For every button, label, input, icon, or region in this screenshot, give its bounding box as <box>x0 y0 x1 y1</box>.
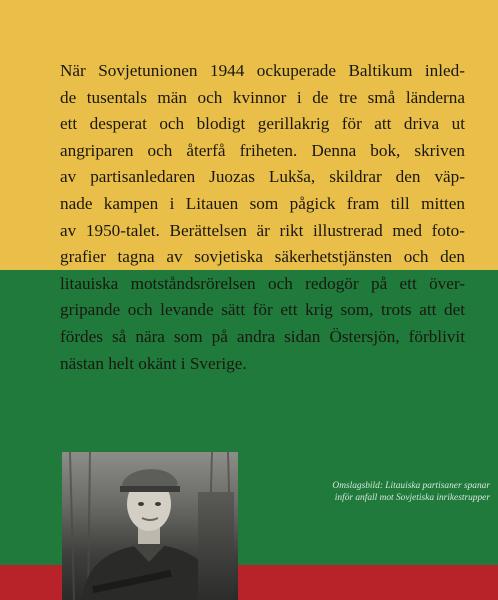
caption-line-1: Omslagsbild: Litauiska partisaner spanar <box>332 481 490 491</box>
blurb-line: litauiska motståndsrörelsen och redogör på ett över- <box>60 273 465 293</box>
blurb-line: grafier tagna av sovjetiska säkerhetstjänsten och den <box>60 247 465 267</box>
blurb-line: gripande och levande sätt för ett krig som, trots att det <box>60 300 465 320</box>
caption-line-2: inför anfall mot Sovjetiska inrikestrupper <box>334 493 490 503</box>
blurb-line: de tusentals män och kvinnor i de tre små länderna <box>60 87 465 107</box>
blurb-line: När Sovjetunionen 1944 ockuperade Baltikum inled- <box>60 61 465 80</box>
blurb-line: av 1950-talet. Berättelsen är rikt illustrerad med foto- <box>60 220 465 240</box>
blurb-line: nästan helt okänt i Sverige. <box>60 353 247 373</box>
blurb-line: fördes så nära som på andra sidan Östersjön, förblivit <box>60 326 465 346</box>
blurb-line: av partisanledaren Juozas Lukša, skildrar den väp- <box>60 167 465 187</box>
partisan-photo-second-figure <box>198 492 234 600</box>
cover-image-caption <box>275 480 490 504</box>
blurb-line: nade kampen i Litauen som pågick fram till mitten <box>60 193 465 213</box>
back-cover-blurb <box>60 58 465 377</box>
blurb-line: ett desperat och blodigt gerillakrig för att driva ut <box>60 114 465 134</box>
blurb-line: angriparen och återfå friheten. Denna bok, skriven <box>60 140 465 160</box>
